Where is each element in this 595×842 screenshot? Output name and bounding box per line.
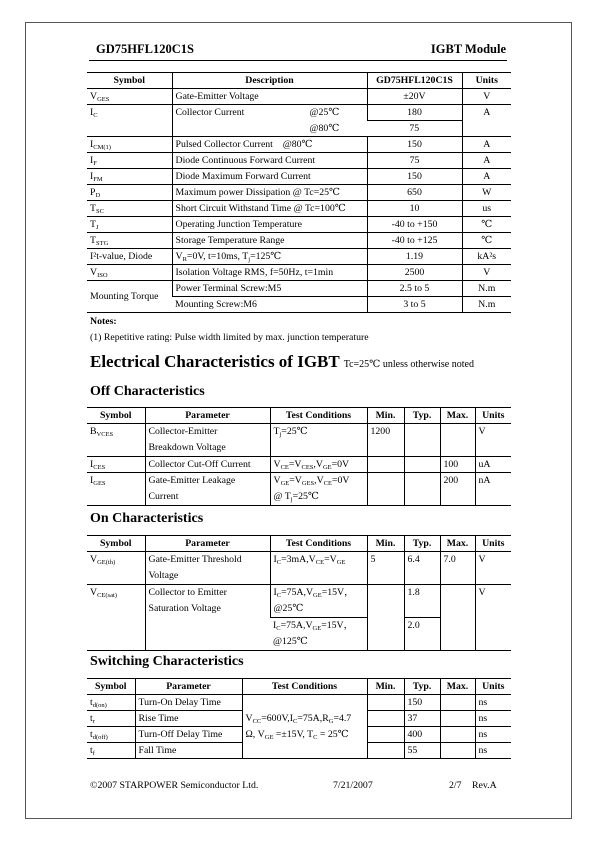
col-part-value: GD75HFL120C1S [367, 73, 462, 89]
footer-page: 2/7 [449, 780, 462, 791]
note-1: (1) Repetitive rating: Pulse width limited by max. junction temperature [90, 332, 369, 343]
col-description: Description [172, 73, 367, 89]
table-row [87, 552, 511, 585]
value-cell: 650 [367, 185, 462, 201]
on-header-row [87, 536, 511, 552]
description-cell: $V_R=0V$, t=10ms, $T_j=125℃$ [172, 249, 367, 265]
value-cell: 2.5 to 5 [367, 281, 462, 297]
parameter-cell: Gate-Emitter Leakage Current [145, 473, 270, 506]
typ-cell [404, 424, 440, 457]
condition-cell: $V_{GE}=V_{GES},V_{CE}=0V$ @ $T_j=25℃$ [270, 473, 367, 506]
condition-cell: $T_j=25℃$ [270, 424, 367, 457]
table-row [87, 473, 511, 506]
value-cell: 150 [367, 137, 462, 153]
ratings-header-row [87, 73, 511, 89]
col-units: Units [475, 679, 511, 695]
unit-cell: V [475, 585, 511, 651]
parameter-cell: Collector to Emitter Saturation Voltage [145, 585, 270, 651]
symbol-cell: I²t-value, Diode [87, 249, 172, 265]
typ-cell: 6.4 [404, 552, 440, 585]
col-units: Units [462, 73, 511, 89]
col-parameter: Parameter [145, 408, 270, 424]
switching-characteristics-title: Switching Characteristics [90, 654, 244, 669]
unit-cell: V [475, 424, 511, 457]
symbol-cell: $T_J$ [87, 217, 172, 233]
col-min: Min. [367, 679, 404, 695]
off-characteristics-title: Off Characteristics [90, 384, 205, 399]
footer-copyright: ©2007 STARPOWER Semiconductor Ltd. [90, 780, 259, 791]
typ-cell: 2.0 [404, 618, 440, 651]
col-min: Min. [367, 408, 404, 424]
unit-cell: nA [475, 473, 511, 506]
table-row [87, 137, 511, 153]
table-row [87, 201, 511, 217]
col-typ: Typ. [404, 536, 440, 552]
symbol-cell: $T_{SC}$ [87, 201, 172, 217]
table-row [87, 169, 511, 185]
col-symbol: Symbol [87, 679, 135, 695]
condition-cell: $V_{CE}=V_{CES},V_{GE}=0V$ [270, 457, 367, 473]
table-row [87, 185, 511, 201]
col-test-conditions: Test Conditions [270, 536, 367, 552]
parameter-cell: Collector-Emitter Breakdown Voltage [145, 424, 270, 457]
min-cell: 1200 [367, 424, 404, 457]
description-cell: Collector Current @25℃ @80℃ [172, 105, 367, 137]
symbol-cell: $I_C$ [87, 105, 172, 137]
col-parameter: Parameter [135, 679, 242, 695]
unit-cell: N.m [462, 297, 511, 313]
value-cell: -40 to +125 [367, 233, 462, 249]
table-row [87, 457, 511, 473]
symbol-cell: $I_F$ [87, 153, 172, 169]
max-cell [440, 743, 475, 759]
symbol-cell: $I_{GES}$ [87, 473, 145, 506]
max-cell [440, 711, 475, 727]
parameter-cell: Turn-Off Delay Time [135, 727, 242, 743]
min-cell [367, 743, 404, 759]
unit-cell: kA²s [462, 249, 511, 265]
switching-table [87, 678, 511, 759]
condition-cell: $I_C=75A,V_{GE}=15V$， @125℃ [270, 618, 367, 651]
parameter-cell: Rise Time [135, 711, 242, 727]
typ-cell: 37 [404, 711, 440, 727]
max-cell [440, 424, 475, 457]
footer-date: 7/21/2007 [333, 780, 373, 791]
value-cell: 75 [367, 121, 462, 137]
unit-cell: V [462, 89, 511, 105]
col-max: Max. [440, 679, 475, 695]
document-title-header: IGBT Module [430, 42, 506, 56]
unit-cell: A [462, 169, 511, 185]
symbol-cell: $t_{d(on)}$ [87, 695, 135, 711]
description-cell: Gate-Emitter Voltage [172, 89, 367, 105]
table-row [87, 281, 511, 297]
value-cell: ±20V [367, 89, 462, 105]
symbol-cell: $V_{GE(th)}$ [87, 552, 145, 585]
unit-cell: ns [475, 727, 511, 743]
description-cell: Diode Maximum Forward Current [172, 169, 367, 185]
description-cell: Short Circuit Withstand Time @ Tc=100℃ [172, 201, 367, 217]
table-row [87, 217, 511, 233]
description-cell: Pulsed Collector Current @80℃ [172, 137, 367, 153]
unit-cell: ns [475, 711, 511, 727]
unit-cell: W [462, 185, 511, 201]
off-table [87, 407, 511, 506]
min-cell [367, 457, 404, 473]
unit-cell: A [462, 137, 511, 153]
on-table [87, 535, 511, 651]
col-min: Min. [367, 536, 404, 552]
col-parameter: Parameter [145, 536, 270, 552]
parameter-cell: Turn-On Delay Time [135, 695, 242, 711]
max-cell [440, 585, 475, 651]
unit-cell: A [462, 105, 511, 137]
unit-cell: V [462, 265, 511, 281]
symbol-cell: $I_{CM(1)}$ [87, 137, 172, 153]
symbol-cell: $t_{d(off)}$ [87, 727, 135, 743]
table-row [87, 153, 511, 169]
typ-cell: 400 [404, 727, 440, 743]
max-cell [440, 727, 475, 743]
unit-cell: us [462, 201, 511, 217]
col-test-conditions: Test Conditions [242, 679, 367, 695]
value-cell: -40 to +150 [367, 217, 462, 233]
description-cell: Maximum power Dissipation @ Tc=25℃ [172, 185, 367, 201]
unit-cell: uA [475, 457, 511, 473]
unit-cell: ℃ [462, 217, 511, 233]
symbol-cell: $t_f$ [87, 743, 135, 759]
symbol-cell: Mounting Torque [87, 281, 172, 313]
parameter-cell: Collector Cut-Off Current [145, 457, 270, 473]
off-header-row [87, 408, 511, 424]
col-max: Max. [440, 536, 475, 552]
col-test-conditions: Test Conditions [270, 408, 367, 424]
table-row [87, 105, 511, 121]
switching-header-row [87, 679, 511, 695]
col-symbol: Symbol [87, 536, 145, 552]
symbol-cell: $V_{ISO}$ [87, 265, 172, 281]
max-cell: 7.0 [440, 552, 475, 585]
unit-cell: ns [475, 743, 511, 759]
col-symbol: Symbol [87, 73, 172, 89]
table-row [87, 585, 511, 618]
symbol-cell: $B_{VCES}$ [87, 424, 145, 457]
typ-cell: 55 [404, 743, 440, 759]
max-cell: 200 [440, 473, 475, 506]
description-cell: Diode Continuous Forward Current [172, 153, 367, 169]
notes-title: Notes: [90, 316, 117, 327]
min-cell [367, 727, 404, 743]
unit-cell: ℃ [462, 233, 511, 249]
col-max: Max. [440, 408, 475, 424]
header-rule [89, 60, 507, 61]
description-cell: Isolation Voltage RMS, f=50Hz, t=1min [172, 265, 367, 281]
description-cell: Power Terminal Screw:M5 [172, 281, 367, 297]
unit-cell: N.m [462, 281, 511, 297]
value-cell: 1.19 [367, 249, 462, 265]
value-cell: 10 [367, 201, 462, 217]
symbol-cell: $t_r$ [87, 711, 135, 727]
typ-cell [404, 457, 440, 473]
value-cell: 3 to 5 [367, 297, 462, 313]
typ-cell: 1.8 [404, 585, 440, 618]
min-cell [367, 585, 404, 651]
electrical-condition: Tc=25℃ unless otherwise noted [343, 359, 474, 370]
unit-cell: ns [475, 695, 511, 711]
symbol-cell: $I_{FM}$ [87, 169, 172, 185]
min-cell [367, 473, 404, 506]
on-characteristics-title: On Characteristics [90, 511, 204, 526]
min-cell [367, 695, 404, 711]
parameter-cell: Fall Time [135, 743, 242, 759]
min-cell: 5 [367, 552, 404, 585]
col-units: Units [475, 536, 511, 552]
value-cell: 75 [367, 153, 462, 169]
symbol-cell: $I_{CES}$ [87, 457, 145, 473]
min-cell [367, 711, 404, 727]
value-cell: 2500 [367, 265, 462, 281]
table-row [87, 89, 511, 105]
col-units: Units [475, 408, 511, 424]
part-number-header: GD75HFL120C1S [96, 42, 194, 56]
footer-revision: Rev.A [472, 780, 497, 791]
typ-cell [404, 473, 440, 506]
description-cell: Mounting Screw:M6 [172, 297, 367, 313]
symbol-cell: $T_{STG}$ [87, 233, 172, 249]
electrical-characteristics-title: Electrical Characteristics of IGBT Tc=25℃ unless otherwise noted [90, 352, 474, 371]
parameter-cell: Gate-Emitter Threshold Voltage [145, 552, 270, 585]
unit-cell: V [475, 552, 511, 585]
description-cell: Storage Temperature Range [172, 233, 367, 249]
value-cell: 180 [367, 105, 462, 121]
ratings-table [87, 72, 511, 313]
max-cell [440, 695, 475, 711]
table-row [87, 424, 511, 457]
table-row [87, 249, 511, 265]
symbol-cell: $P_D$ [87, 185, 172, 201]
value-cell: 150 [367, 169, 462, 185]
description-cell: Operating Junction Temperature [172, 217, 367, 233]
condition-cell: $V_{CC}=600V,I_C=75A,R_G=4.7$ Ω, $V_{GE} =\pm 15V$, $T_C$ = 25℃ [242, 695, 367, 759]
col-typ: Typ. [404, 679, 440, 695]
condition-cell: $I_C=75A,V_{GE}=15V$， @25℃ [270, 585, 367, 618]
symbol-cell: $V_{GES}$ [87, 89, 172, 105]
col-symbol: Symbol [87, 408, 145, 424]
condition-cell: $I_C=3mA,V_{CE}=V_{GE}$ [270, 552, 367, 585]
typ-cell: 150 [404, 695, 440, 711]
max-cell: 100 [440, 457, 475, 473]
table-row [87, 233, 511, 249]
col-typ: Typ. [404, 408, 440, 424]
table-row [87, 695, 511, 711]
symbol-cell: $V_{CE(sat)}$ [87, 585, 145, 651]
table-row [87, 265, 511, 281]
unit-cell: A [462, 153, 511, 169]
